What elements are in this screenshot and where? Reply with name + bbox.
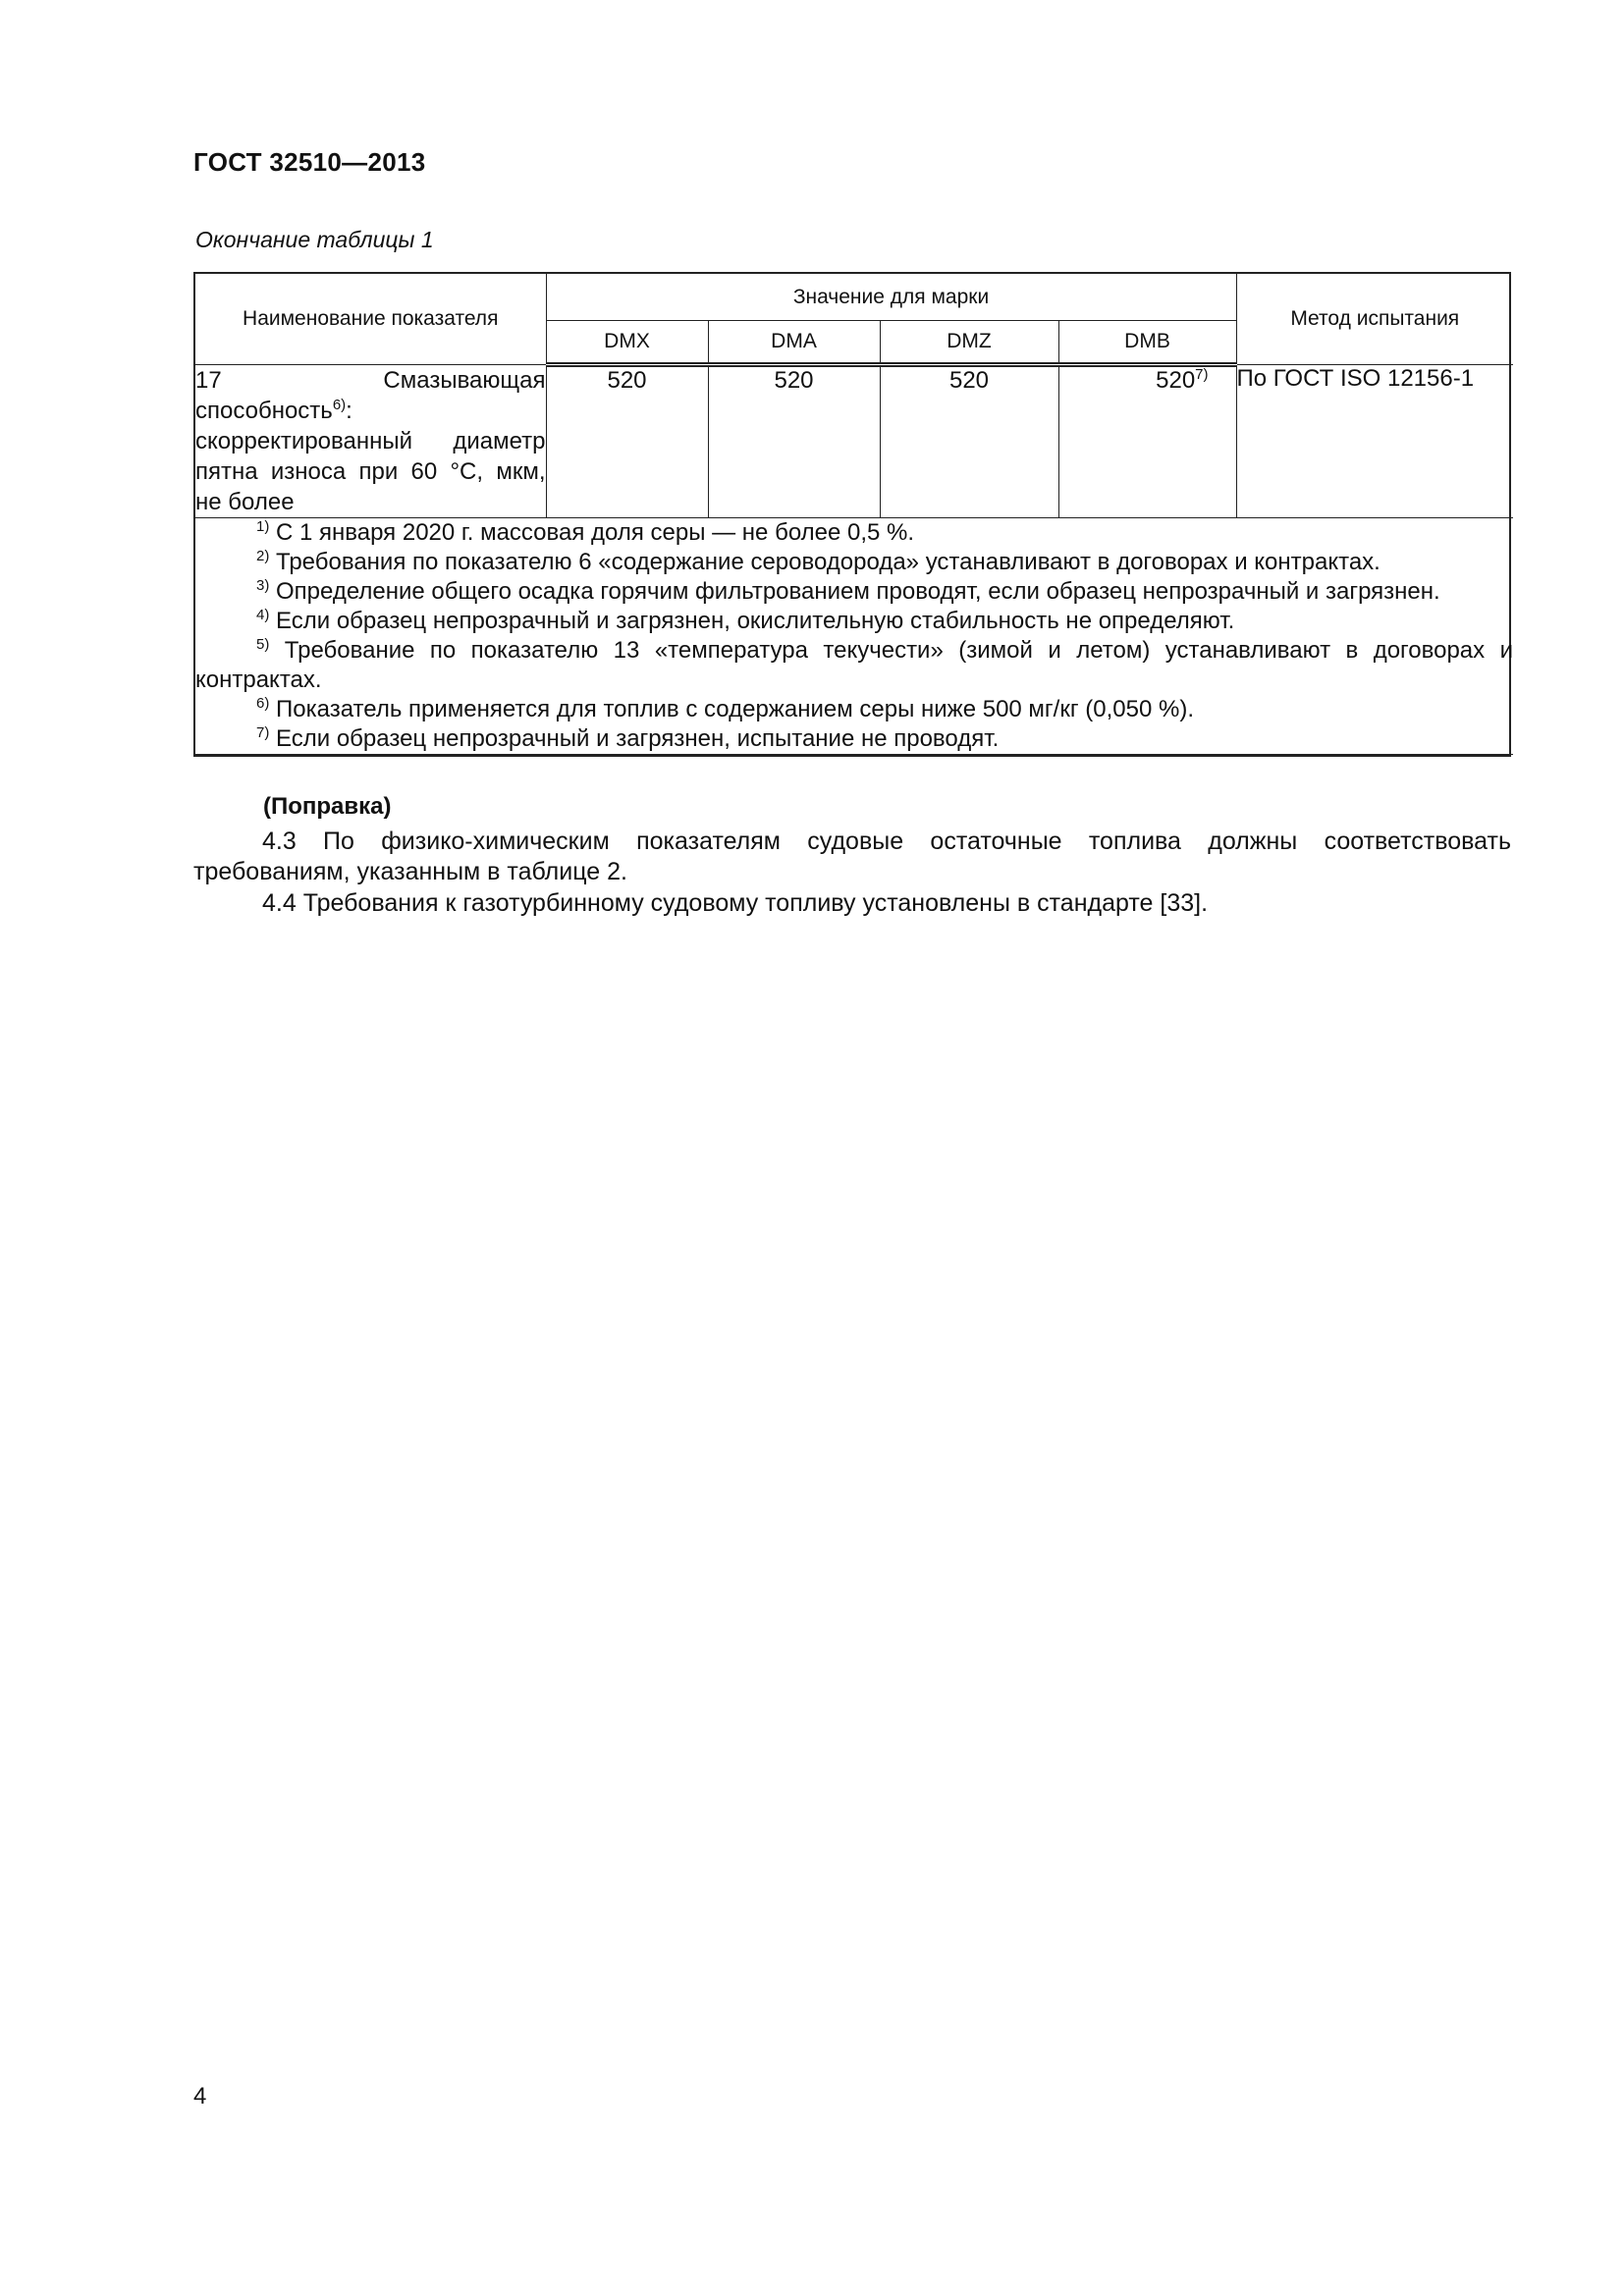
footnote-text: Требования по показателю 6 «содержание сероводорода» устанавливают в договорах и контрактах. <box>269 549 1380 575</box>
footnote-ref: 7) <box>1195 366 1209 383</box>
paragraph-4-3: 4.3 По физико-химическим показателям судовые остаточные топлива должны соответствовать требованиям, указанным в таблице 2. <box>193 828 1511 885</box>
col-header-grade-dmz: DMZ <box>880 321 1058 365</box>
footnote <box>195 636 1513 695</box>
footnote-mark: 2) <box>256 548 270 564</box>
col-header-value-group: Значение для марки <box>546 274 1236 321</box>
indicator-name: 17 Смазывающая способность <box>195 367 546 424</box>
table-footnotes <box>195 518 1513 755</box>
footnote-mark: 6) <box>256 695 270 712</box>
footnote-mark: 1) <box>256 518 270 535</box>
footnote-text: Определение общего осадка горячим фильтрованием проводят, если образец непрозрачный и загрязнен. <box>269 578 1440 605</box>
table-row <box>195 365 1513 518</box>
page-number: 4 <box>193 2083 207 2109</box>
document-header: ГОСТ 32510—2013 <box>193 147 426 177</box>
value-dmb: 520 <box>1156 367 1196 394</box>
footnote-text: Если образец непрозрачный и загрязнен, испытание не проводят. <box>269 725 1000 752</box>
value-dma: 520 <box>708 365 880 518</box>
footnote <box>195 577 1513 607</box>
value-dmb-cell <box>1058 365 1236 518</box>
footnote <box>195 695 1513 724</box>
col-header-name: Наименование показателя <box>195 274 546 365</box>
test-method: По ГОСТ ISO 12156-1 <box>1236 365 1513 518</box>
correction-label: (Поправка) <box>263 793 392 820</box>
col-header-grade-dmx: DMX <box>546 321 708 365</box>
value-dmx: 520 <box>546 365 708 518</box>
footnote-ref: 6) <box>332 397 347 413</box>
col-header-grade-dmb: DMB <box>1058 321 1236 365</box>
footnote <box>195 548 1513 577</box>
value-dmz: 520 <box>880 365 1058 518</box>
col-header-method: Метод испытания <box>1236 274 1513 365</box>
footnote-text: Показатель применяется для топлив с содержанием серы ниже 500 мг/кг (0,050 %). <box>269 696 1194 722</box>
indicator-name-cell <box>195 365 546 518</box>
paragraph-4-4: 4.4 Требования к газотурбинному судовому топливу установлены в стандарте [33]. <box>262 889 1209 917</box>
spec-table <box>193 272 1514 757</box>
col-header-grade-dma: DMA <box>708 321 880 365</box>
indicator-description: : скорректированный диаметр пятна износа при 60 °С, мкм, не более <box>195 398 546 515</box>
footnote-mark: 3) <box>256 577 270 594</box>
footnote-mark: 5) <box>256 636 270 653</box>
footnote-mark: 7) <box>256 724 270 741</box>
footnote-text: С 1 января 2020 г. массовая доля серы — не более 0,5 %. <box>269 519 915 546</box>
footnote-text: Требование по показателю 13 «температура текучести» (зимой и летом) устанавливают в договорах и контрактах. <box>195 637 1514 693</box>
footnote <box>195 518 1513 548</box>
footnote-mark: 4) <box>256 607 270 623</box>
table-caption: Окончание таблицы 1 <box>195 227 434 252</box>
footnote <box>195 724 1513 754</box>
footnote-text: Если образец непрозрачный и загрязнен, окислительную стабильность не определяют. <box>269 608 1235 634</box>
footnote <box>195 607 1513 636</box>
